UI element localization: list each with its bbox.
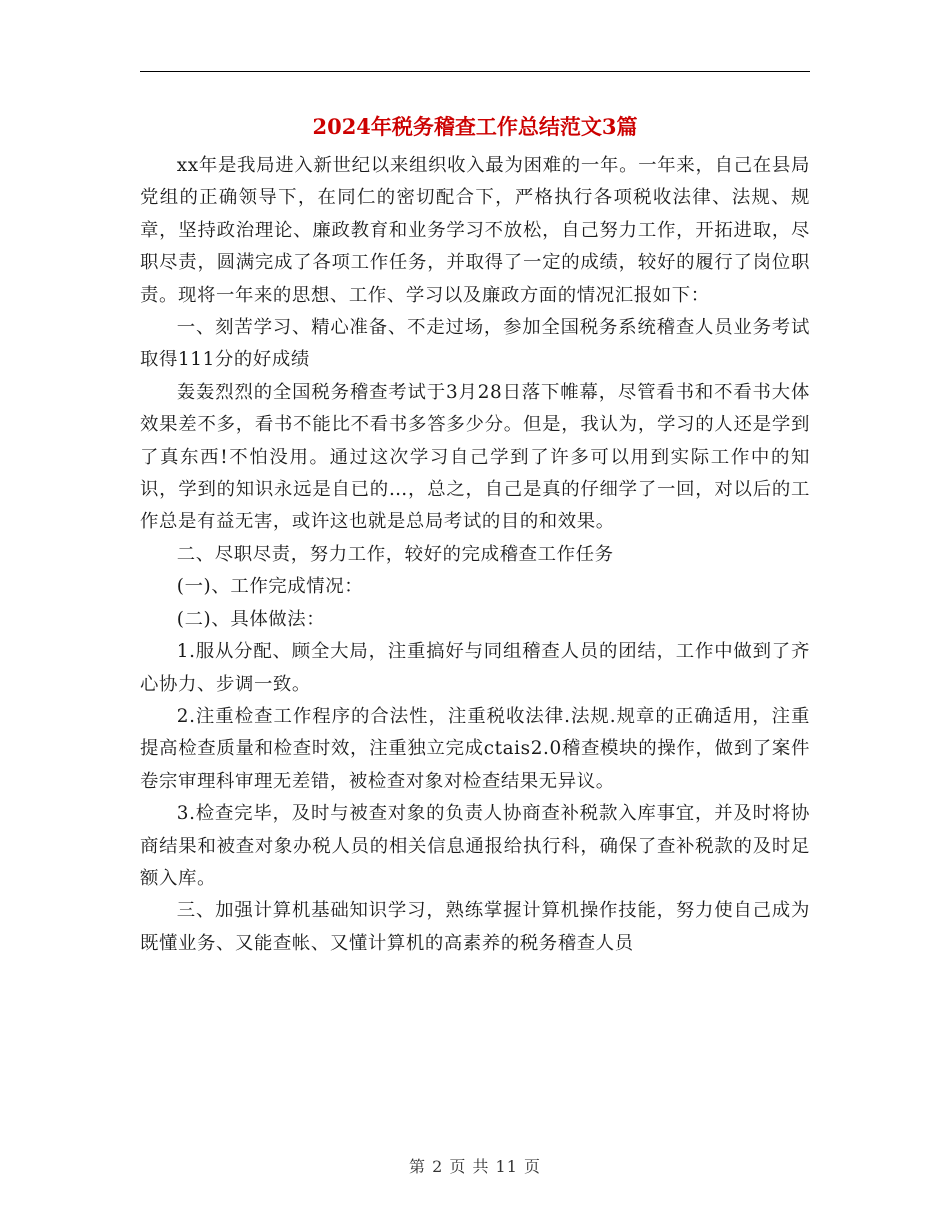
- header-rule: [140, 71, 810, 72]
- list-item-2: 2.注重检查工作程序的合法性，注重税收法律.法规.规章的正确适用，注重提高检查质量和检查时效，注重独立完成ctais2.0稽查模块的操作，做到了案件卷宗审理科审理无差错，被检查对象对检查结果无异议。: [140, 705, 810, 792]
- section-heading-1: 一、刻苦学习、精心准备、不走过场，参加全国税务系统稽查人员业务考试取得111分的好成绩: [140, 317, 810, 371]
- section-heading-3: 三、加强计算机基础知识学习，熟练掌握计算机操作技能，努力使自己成为既懂业务、又能查帐、又懂计算机的高素养的税务稽查人员: [140, 900, 810, 954]
- list-item-1: 1.服从分配、顾全大局，注重搞好与同组稽查人员的团结，工作中做到了齐心协力、步调一致。: [140, 641, 810, 695]
- page-number: 第 2 页 共 11 页: [409, 1157, 541, 1176]
- document-title: 2024年税务稽查工作总结范文3篇: [312, 114, 638, 139]
- paragraph-exam: 轰轰烈烈的全国税务稽查考试于3月28日落下帷幕，尽管看书和不看书大体效果差不多，看书不能比不看书多答多少分。但是，我认为，学习的人还是学到了真东西!不怕没用。通过这次学习自己学到了许多可以用到实际工作中的知识，学到的知识永远是自已的…，总之，自己是真的仔细学了一回，对以后的工作总是有益无害，或许这也就是总局考试的目的和效果。: [140, 381, 810, 533]
- paragraph-intro: xx年是我局进入新世纪以来组织收入最为困难的一年。一年来，自己在县局党组的正确领导下，在同仁的密切配合下，严格执行各项税收法律、法规、规章，坚持政治理论、廉政教育和业务学习不放松，自己努力工作，开拓进取，尽职尽责，圆满完成了各项工作任务，并取得了一定的成绩，较好的履行了岗位职责。现将一年来的思想、工作、学习以及廉政方面的情况汇报如下：: [140, 155, 810, 306]
- section-heading-2: 二、尽职尽责，努力工作，较好的完成稽查工作任务: [176, 543, 614, 565]
- subheading-completion: (一)、工作完成情况：: [176, 576, 364, 598]
- list-item-3: 3.检查完毕，及时与被查对象的负责人协商查补税款入库事宜，并及时将协商结果和被查对象办税人员的相关信息通报给执行科，确保了查补税款的及时足额入库。: [140, 803, 810, 889]
- subheading-methods: (二)、具体做法：: [176, 608, 326, 630]
- document-body: [140, 150, 810, 960]
